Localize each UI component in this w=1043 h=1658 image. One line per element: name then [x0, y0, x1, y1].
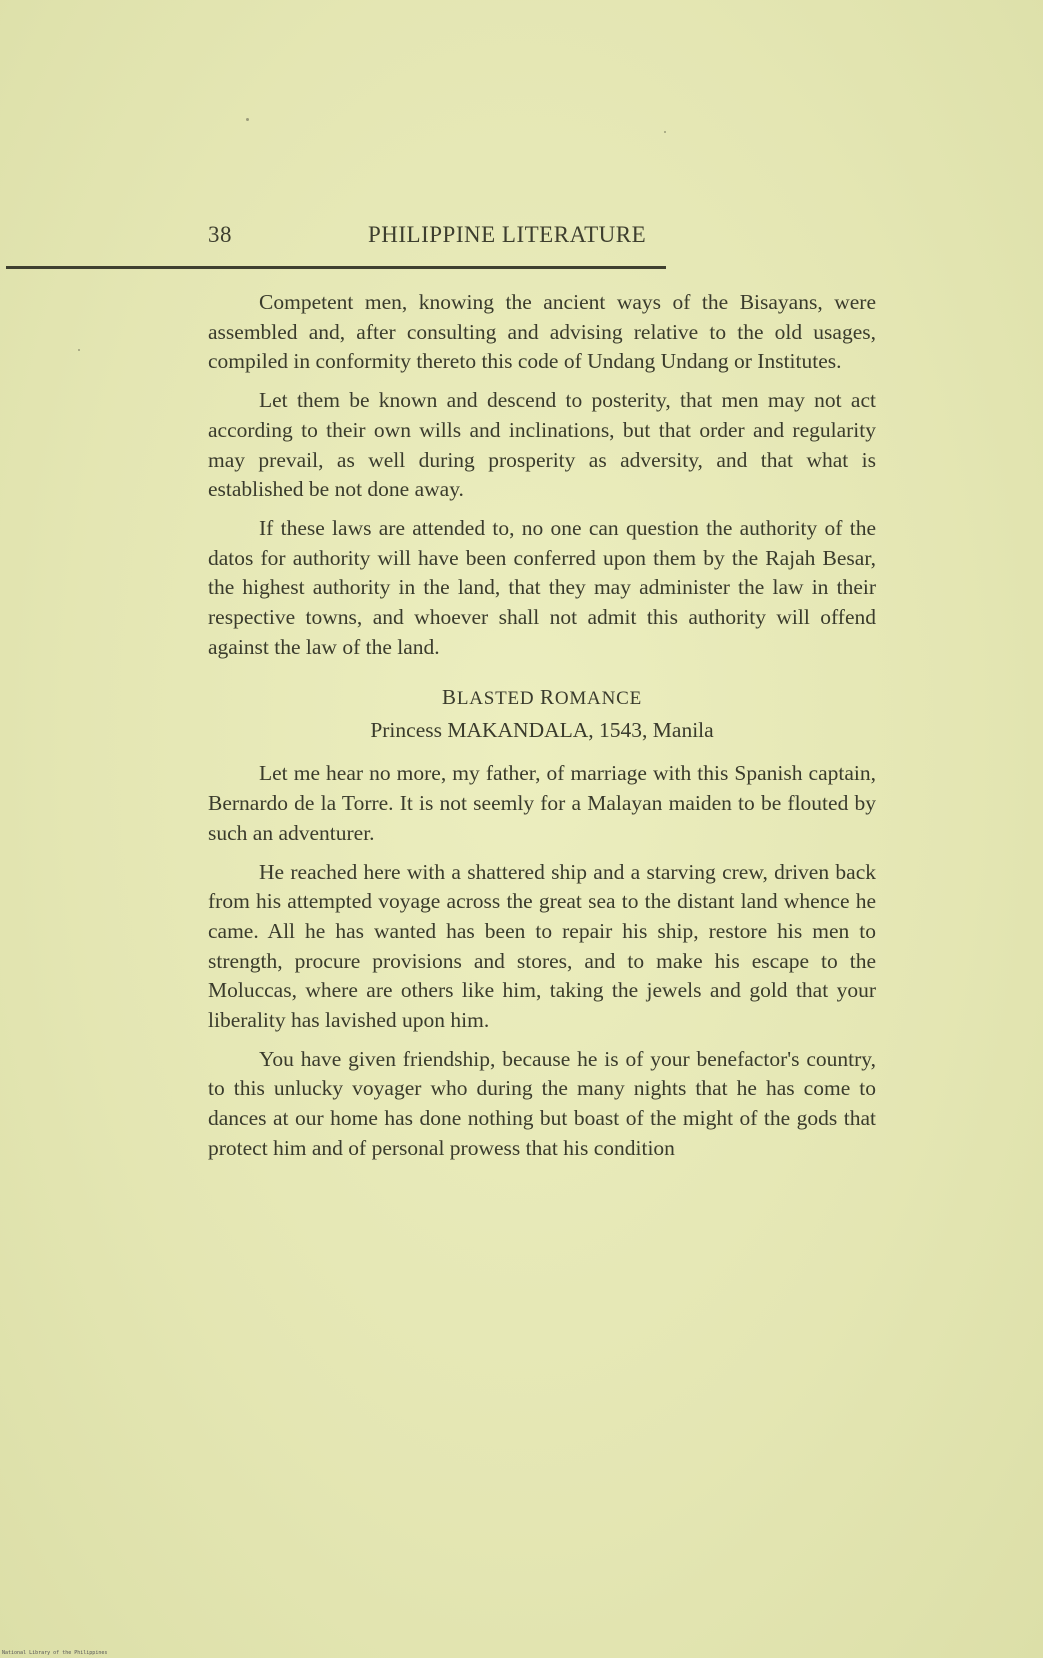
section-subheading: Princess MAKANDALA, 1543, Manila	[370, 718, 714, 743]
section-heading-rest: OMANCE	[554, 688, 642, 710]
running-title: PHILIPPINE LITERATURE	[368, 222, 647, 247]
body-text	[208, 288, 876, 1173]
paragraph: Competent men, knowing the ancient ways of the Bisayans, were assembled and, after consulting and advising relative to the old usages, compiled in conformity thereto this code of Undang Undang or Institutes.	[208, 290, 876, 374]
running-head	[208, 222, 876, 258]
section-heading-cap: B	[442, 685, 457, 710]
paper-speck	[246, 118, 249, 121]
section-heading-cap: R	[540, 685, 555, 710]
paper-speck	[664, 131, 666, 133]
paper-speck	[78, 349, 80, 351]
book-page	[208, 222, 876, 258]
page-number: 38	[208, 222, 232, 247]
section-heading-rest: LASTED	[456, 688, 535, 710]
paragraph: You have given friendship, because he is of your benefactor's country, to this unlucky voyager who during the many nights that he has come to dances at our home has done nothing but boast of the might of the gods that protect him and of personal prowess that his condition	[208, 1046, 876, 1160]
paragraph: Let me hear no more, my father, of marriage with this Spanish captain, Bernardo de la Torre. It is not seemly for a Malayan maiden to be flouted by such an adventurer.	[208, 761, 876, 845]
section-heading	[208, 685, 876, 710]
paragraph: If these laws are attended to, no one can question the authority of the datos for authority will have been conferred upon them by the Rajah Besar, the highest authority in the land, that they may administer the law in their respective towns, and whoever shall not admit this authority will offend against the law of the land.	[208, 515, 876, 659]
paragraph: Let them be known and descend to posterity, that men may not act according to their own wills and inclinations, but that order and regularity may prevail, as well during prosperity as adversity, and that what is established be not done away.	[208, 388, 876, 502]
header-rule	[6, 266, 666, 269]
paragraph: He reached here with a shattered ship and a starving crew, driven back from his attempted voyage across the great sea to the distant land whence he came. All he has wanted has been to repair his ship, restore his men to strength, procure provisions and stores, and to make his escape to the Moluccas, where are others like him, taking the jewels and gold that your liberality has lavished upon him.	[208, 859, 876, 1033]
library-credit: National Library of the Philippines	[2, 1650, 108, 1656]
